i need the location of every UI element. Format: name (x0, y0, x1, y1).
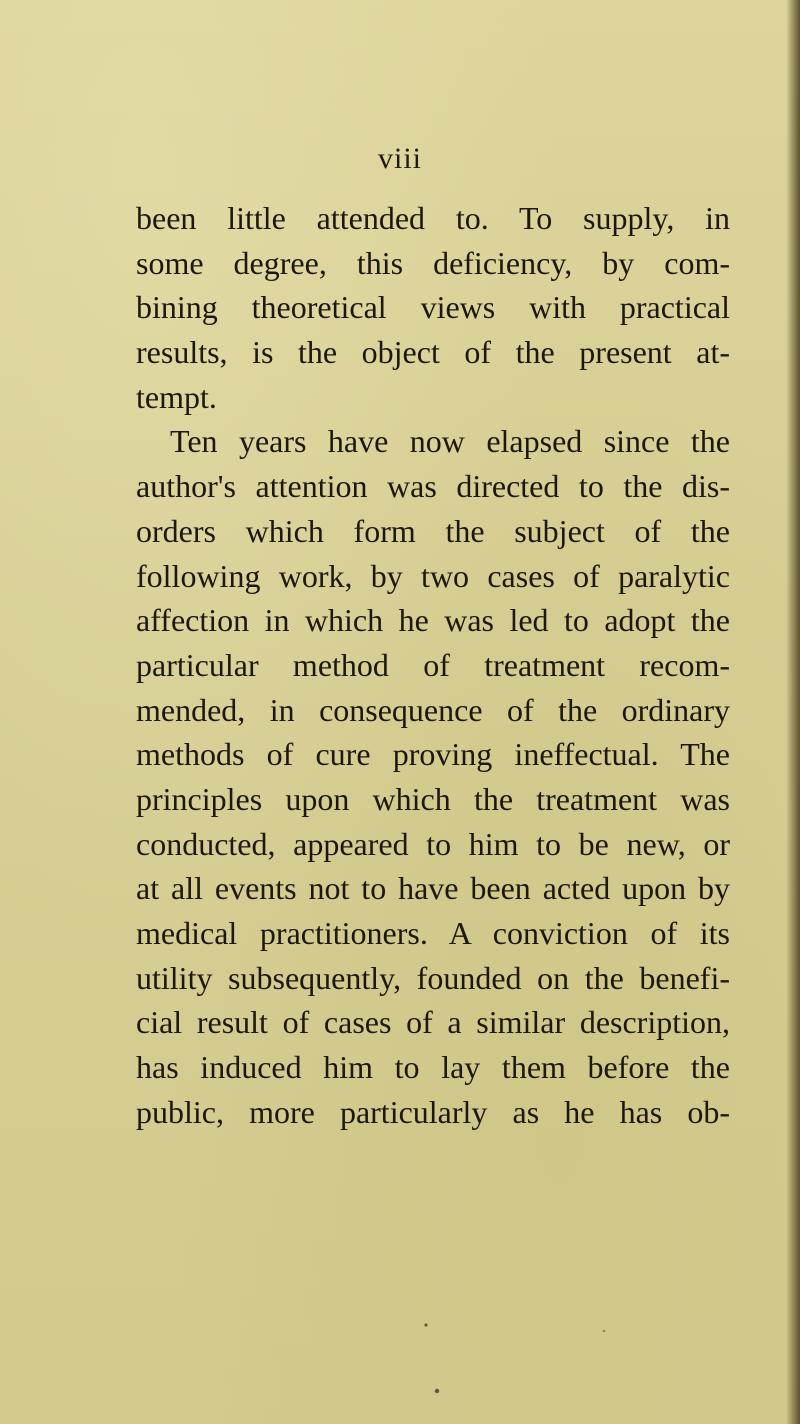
paper-speck (435, 1389, 439, 1393)
text-line: principles upon which the treatment was (136, 780, 730, 817)
text-line: methods of cure proving ineffectual. The (136, 736, 730, 773)
text-line: author's attention was directed to the dis- (136, 468, 730, 505)
text-line: cial result of cases of a similar description, (136, 1004, 730, 1041)
text-line: some degree, this deficiency, by com- (136, 244, 730, 281)
text-line: Ten years have now elapsed since the (170, 423, 730, 460)
text-line: mended, in consequence of the ordinary (136, 691, 730, 728)
page-edge-shadow (786, 0, 800, 1424)
text-line: utility subsequently, founded on the benefi- (136, 959, 730, 996)
text-line: public, more particularly as he has ob- (136, 1093, 730, 1130)
text-line: medical practitioners. A conviction of its (136, 915, 730, 951)
paper-speck (603, 1330, 605, 1332)
text-line: at all events not to have been acted upon by (136, 870, 730, 907)
text-line: conducted, appeared to him to be new, or (136, 825, 730, 862)
paper-speck (424, 1323, 427, 1326)
text-line: tempt. (136, 378, 217, 415)
text-line: results, is the object of the present at- (136, 334, 730, 371)
text-line: been little attended to. To supply, in (136, 200, 730, 236)
text-line: following work, by two cases of paralytic (136, 557, 730, 594)
text-line: particular method of treatment recom- (136, 646, 730, 683)
page-number: viii (377, 142, 422, 175)
text-line: affection in which he was led to adopt the (136, 602, 730, 639)
text-line: has induced him to lay them before the (136, 1049, 730, 1086)
text-line: bining theoretical views with practical (136, 289, 730, 326)
text-line: orders which form the subject of the (136, 512, 730, 549)
